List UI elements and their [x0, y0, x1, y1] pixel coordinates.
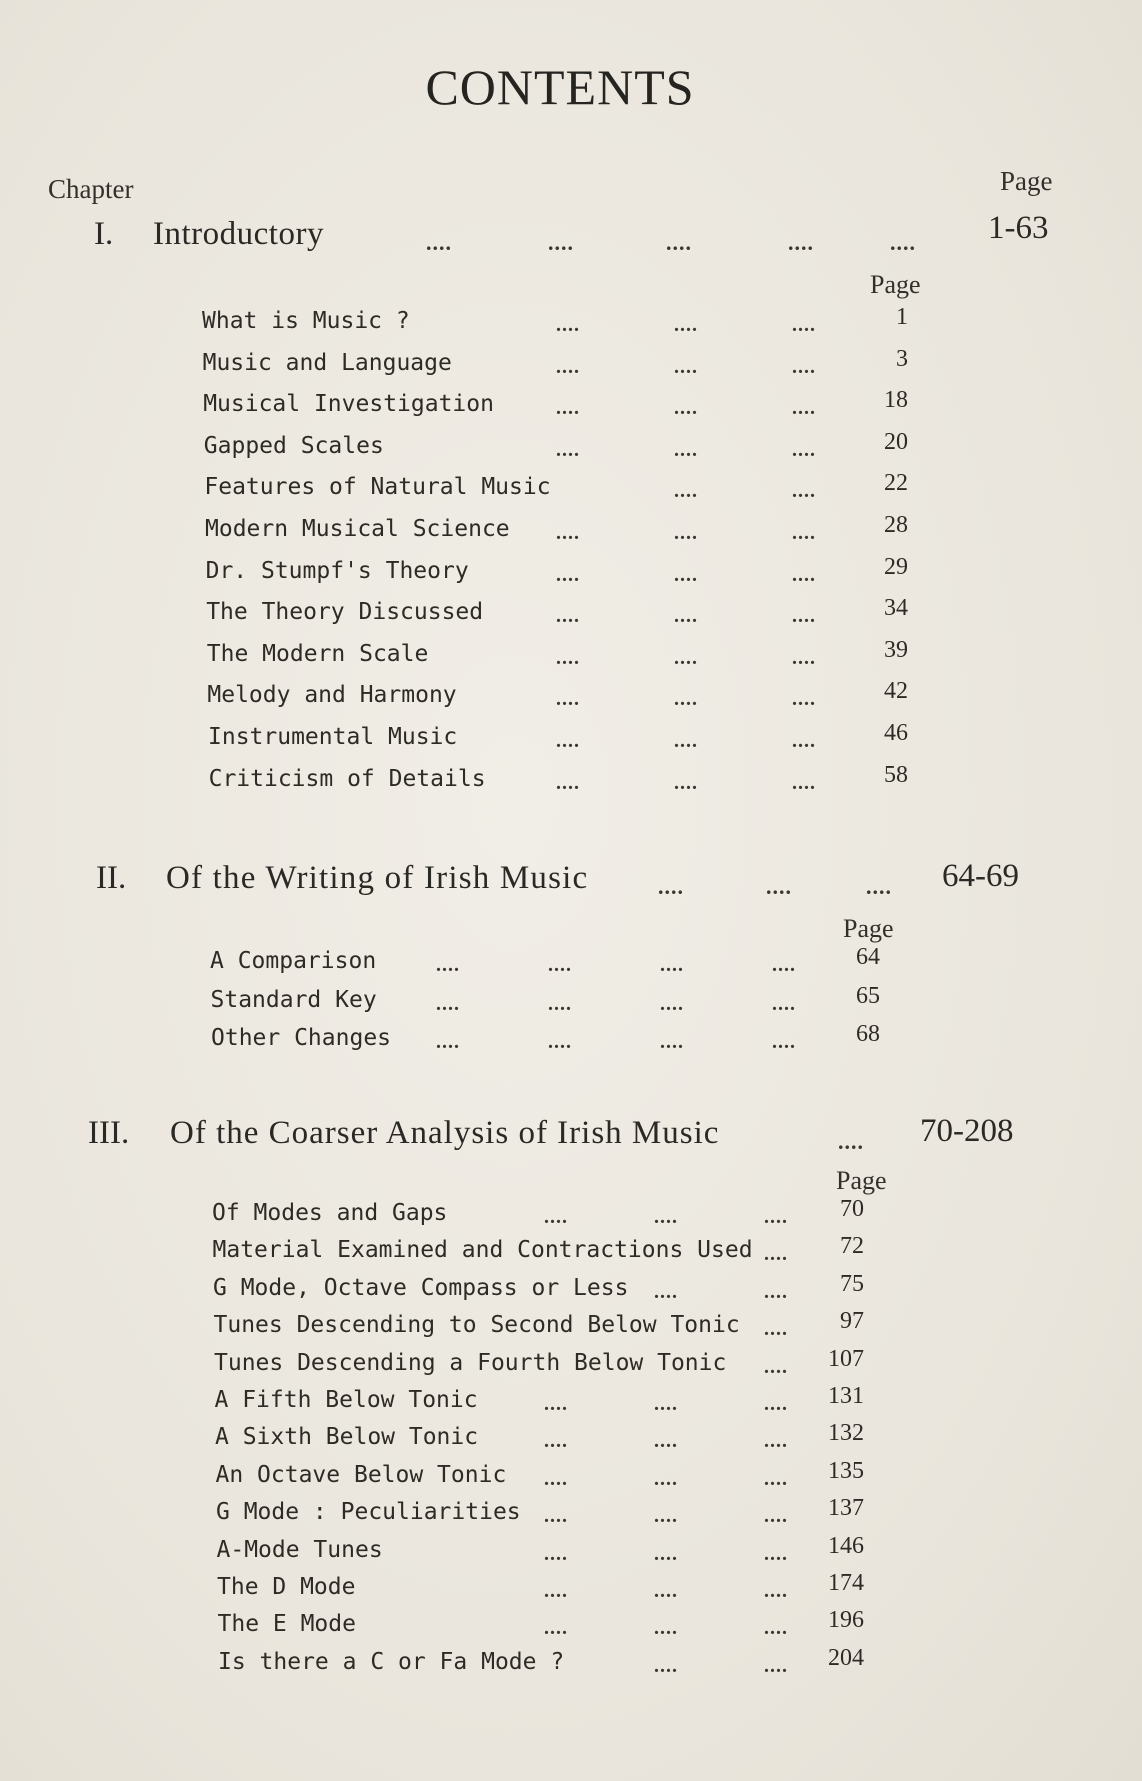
- entry-page-number: 18: [884, 387, 908, 414]
- leader-dots: ....: [556, 771, 580, 794]
- leader-dots: ....: [544, 1393, 568, 1415]
- toc-entry: [0, 595, 1142, 635]
- leader-dots: ....: [792, 355, 816, 378]
- leader-dots: ....: [674, 646, 698, 669]
- chapter-heading: [0, 1115, 1142, 1159]
- page-column-header: Page: [1000, 166, 1053, 196]
- entry-title: A Sixth Below Tonic: [215, 1424, 479, 1451]
- leader-dots: ....: [556, 438, 580, 461]
- leader-dots: ....: [764, 1243, 788, 1266]
- chapter-number: II.: [96, 860, 127, 896]
- chapter-title: Introductory: [153, 216, 324, 252]
- leader-dots: ....: [426, 230, 452, 255]
- chapter-page-range: 70-208: [920, 1113, 1014, 1149]
- entry-page-number: 68: [856, 1021, 880, 1047]
- leader-dots: ....: [436, 954, 460, 976]
- leader-dots: ....: [548, 992, 572, 1015]
- entry-title: G Mode : Peculiarities: [216, 1499, 521, 1526]
- entry-title: Other Changes: [211, 1025, 392, 1051]
- leader-dots: ....: [654, 1542, 678, 1565]
- toc-entry: [0, 1383, 1142, 1423]
- leader-dots: ....: [654, 1206, 678, 1228]
- toc-entry: [0, 1270, 1142, 1311]
- leader-dots: ....: [792, 480, 816, 503]
- toc-entry: [0, 1233, 1142, 1273]
- entry-title: Features of Natural Music: [204, 474, 551, 501]
- leader-dots: ....: [436, 1031, 460, 1053]
- chapter-number: I.: [94, 216, 114, 252]
- leader-dots: ....: [674, 688, 698, 711]
- leader-dots: ....: [544, 1580, 568, 1602]
- entry-title: The E Mode: [217, 1611, 356, 1638]
- entry-title: A Comparison: [210, 948, 377, 974]
- entry-page-number: 174: [828, 1570, 864, 1596]
- leader-dots: ....: [654, 1505, 678, 1528]
- entry-title: Material Examined and Contractions Used: [212, 1237, 753, 1264]
- toc-entry: [0, 1570, 1142, 1610]
- leader-dots: ....: [788, 230, 814, 255]
- leader-dots: ....: [764, 1393, 788, 1415]
- toc-entry: [0, 512, 1142, 552]
- section-page-header: Page: [836, 1166, 887, 1195]
- leader-dots: ....: [556, 522, 580, 544]
- leader-dots: ....: [654, 1617, 678, 1640]
- leader-dots: ....: [772, 992, 796, 1015]
- leader-dots: ....: [764, 1355, 788, 1378]
- entry-title: Gapped Scales: [203, 432, 384, 459]
- entry-page-number: 137: [828, 1495, 864, 1522]
- leader-dots: ....: [660, 954, 684, 976]
- entry-page-number: 72: [840, 1233, 864, 1260]
- leader-dots: ....: [674, 563, 698, 586]
- entry-page-number: 42: [884, 678, 908, 705]
- entry-page-number: 131: [828, 1383, 864, 1409]
- entry-page-number: 20: [884, 428, 908, 455]
- leader-dots: ....: [838, 1129, 864, 1154]
- entry-page-number: 75: [840, 1270, 864, 1297]
- toc-entry: [0, 1457, 1142, 1498]
- entry-page-number: 3: [896, 345, 908, 372]
- leader-dots: ....: [556, 605, 580, 628]
- toc-entry: [0, 1196, 1142, 1236]
- entry-page-number: 64: [856, 944, 880, 970]
- entry-page-number: 34: [884, 595, 908, 622]
- leader-dots: ....: [556, 646, 580, 669]
- leader-dots: ....: [792, 522, 816, 544]
- entry-page-number: 46: [884, 720, 908, 746]
- toc-entry: [0, 1021, 1142, 1061]
- leader-dots: ....: [544, 1467, 568, 1490]
- leader-dots: ....: [666, 230, 692, 255]
- entry-title: Musical Investigation: [203, 391, 494, 418]
- toc-entry: [0, 304, 1142, 344]
- entry-page-number: 22: [884, 470, 908, 497]
- leader-dots: ....: [674, 605, 698, 628]
- leader-dots: ....: [654, 1430, 678, 1453]
- entry-title: A-Mode Tunes: [216, 1536, 383, 1563]
- leader-dots: ....: [792, 646, 816, 669]
- leader-dots: ....: [674, 438, 698, 461]
- chapter-number: III.: [88, 1115, 130, 1151]
- section-page-header: Page: [843, 914, 894, 943]
- entry-page-number: 204: [828, 1644, 864, 1671]
- leader-dots: ....: [544, 1542, 568, 1565]
- leader-dots: ....: [548, 230, 574, 255]
- toc-entry: [0, 1607, 1142, 1647]
- entry-title: Standard Key: [210, 986, 377, 1013]
- chapter-page-range: 64-69: [942, 858, 1019, 894]
- leader-dots: ....: [674, 771, 698, 794]
- leader-dots: ....: [654, 1580, 678, 1602]
- leader-dots: ....: [544, 1430, 568, 1453]
- toc-entry: [0, 761, 1142, 802]
- toc-entry: [0, 1420, 1142, 1460]
- entry-title: Criticism of Details: [208, 765, 486, 792]
- entry-page-number: 196: [828, 1607, 864, 1634]
- leader-dots: ....: [556, 730, 580, 752]
- leader-dots: ....: [792, 438, 816, 461]
- toc-entry: [0, 1644, 1142, 1685]
- leader-dots: ....: [792, 730, 816, 752]
- toc-entry: [0, 553, 1142, 594]
- entry-page-number: 28: [884, 512, 908, 538]
- leader-dots: ....: [556, 563, 580, 586]
- leader-dots: ....: [764, 1206, 788, 1228]
- leader-dots: ....: [660, 992, 684, 1015]
- leader-dots: ....: [772, 954, 796, 976]
- entry-title: Music and Language: [202, 349, 452, 376]
- entry-title: The D Mode: [217, 1574, 356, 1600]
- toc-entry: [0, 387, 1142, 427]
- leader-dots: ....: [674, 480, 698, 503]
- leader-dots: ....: [674, 355, 698, 378]
- leader-dots: ....: [766, 874, 792, 899]
- entry-title: Of Modes and Gaps: [212, 1200, 448, 1226]
- leader-dots: ....: [792, 563, 816, 586]
- toc-entry: [0, 1308, 1142, 1348]
- leader-dots: ....: [674, 730, 698, 752]
- leader-dots: ....: [436, 992, 460, 1015]
- toc-entry: [0, 345, 1142, 386]
- leader-dots: ....: [772, 1031, 796, 1053]
- toc-entry: [0, 1345, 1142, 1386]
- chapter-title: Of the Coarser Analysis of Irish Music: [170, 1115, 720, 1151]
- entry-page-number: 1: [896, 304, 908, 330]
- leader-dots: ....: [792, 605, 816, 628]
- leader-dots: ....: [866, 874, 892, 899]
- chapter-title: Of the Writing of Irish Music: [166, 860, 589, 896]
- toc-entry: [0, 944, 1142, 984]
- entry-title: Melody and Harmony: [207, 682, 457, 709]
- entry-title: The Modern Scale: [206, 640, 429, 667]
- leader-dots: ....: [764, 1467, 788, 1490]
- entry-page-number: 58: [884, 761, 908, 788]
- leader-dots: ....: [764, 1617, 788, 1640]
- leader-dots: ....: [792, 314, 816, 336]
- leader-dots: ....: [792, 688, 816, 711]
- toc-entry: [0, 470, 1142, 510]
- toc-entry: [0, 678, 1142, 718]
- leader-dots: ....: [544, 1617, 568, 1640]
- leader-dots: ....: [764, 1430, 788, 1453]
- page-title: CONTENTS: [425, 59, 695, 115]
- chapter-heading: [0, 860, 1142, 904]
- leader-dots: ....: [674, 397, 698, 420]
- leader-dots: ....: [660, 1031, 684, 1053]
- entry-page-number: 132: [828, 1420, 864, 1447]
- entry-title: An Octave Below Tonic: [215, 1461, 507, 1488]
- leader-dots: ....: [556, 397, 580, 420]
- toc-entry: [0, 1532, 1142, 1573]
- leader-dots: ....: [658, 874, 684, 899]
- entry-page-number: 107: [828, 1345, 864, 1372]
- entry-title: Instrumental Music: [208, 724, 458, 750]
- entry-page-number: 29: [884, 553, 908, 580]
- entry-page-number: 146: [828, 1532, 864, 1559]
- toc-entry: [0, 636, 1142, 677]
- leader-dots: ....: [548, 954, 572, 976]
- entry-title: Modern Musical Science: [205, 516, 510, 542]
- entry-page-number: 97: [840, 1308, 864, 1335]
- entry-title: G Mode, Octave Compass or Less: [213, 1274, 629, 1301]
- leader-dots: ....: [654, 1467, 678, 1490]
- entry-title: Is there a C or Fa Mode ?: [218, 1648, 565, 1675]
- toc-entry: [0, 1495, 1142, 1535]
- entry-title: Tunes Descending a Fourth Below Tonic: [214, 1349, 727, 1376]
- leader-dots: ....: [764, 1318, 788, 1341]
- entry-title: Dr. Stumpf's Theory: [205, 557, 469, 584]
- entry-title: Tunes Descending to Second Below Tonic: [213, 1312, 740, 1339]
- leader-dots: ....: [764, 1654, 788, 1677]
- leader-dots: ....: [654, 1654, 678, 1677]
- leader-dots: ....: [792, 397, 816, 420]
- toc-entry: [0, 428, 1142, 469]
- leader-dots: ....: [890, 230, 916, 255]
- leader-dots: ....: [556, 688, 580, 711]
- entry-title: A Fifth Below Tonic: [214, 1387, 478, 1413]
- leader-dots: ....: [544, 1206, 568, 1228]
- entry-title: The Theory Discussed: [206, 599, 484, 626]
- leader-dots: ....: [764, 1505, 788, 1528]
- chapter-page-range: 1-63: [988, 210, 1049, 246]
- leader-dots: ....: [764, 1280, 788, 1303]
- leader-dots: ....: [654, 1280, 678, 1303]
- leader-dots: ....: [544, 1505, 568, 1528]
- entry-title: What is Music ?: [202, 308, 410, 334]
- leader-dots: ....: [654, 1393, 678, 1415]
- toc-entry: [0, 982, 1142, 1023]
- chapter-column-header: Chapter: [48, 174, 134, 204]
- entry-page-number: 135: [828, 1457, 864, 1484]
- entry-page-number: 70: [840, 1196, 864, 1222]
- leader-dots: ....: [764, 1580, 788, 1602]
- leader-dots: ....: [556, 314, 580, 336]
- toc-entry: [0, 720, 1142, 760]
- leader-dots: ....: [674, 522, 698, 544]
- leader-dots: ....: [556, 355, 580, 378]
- leader-dots: ....: [674, 314, 698, 336]
- leader-dots: ....: [548, 1031, 572, 1053]
- leader-dots: ....: [764, 1542, 788, 1565]
- leader-dots: ....: [792, 771, 816, 794]
- section-page-header: Page: [870, 270, 921, 299]
- entry-page-number: 39: [884, 636, 908, 663]
- entry-page-number: 65: [856, 982, 880, 1009]
- chapter-heading: [0, 210, 1142, 260]
